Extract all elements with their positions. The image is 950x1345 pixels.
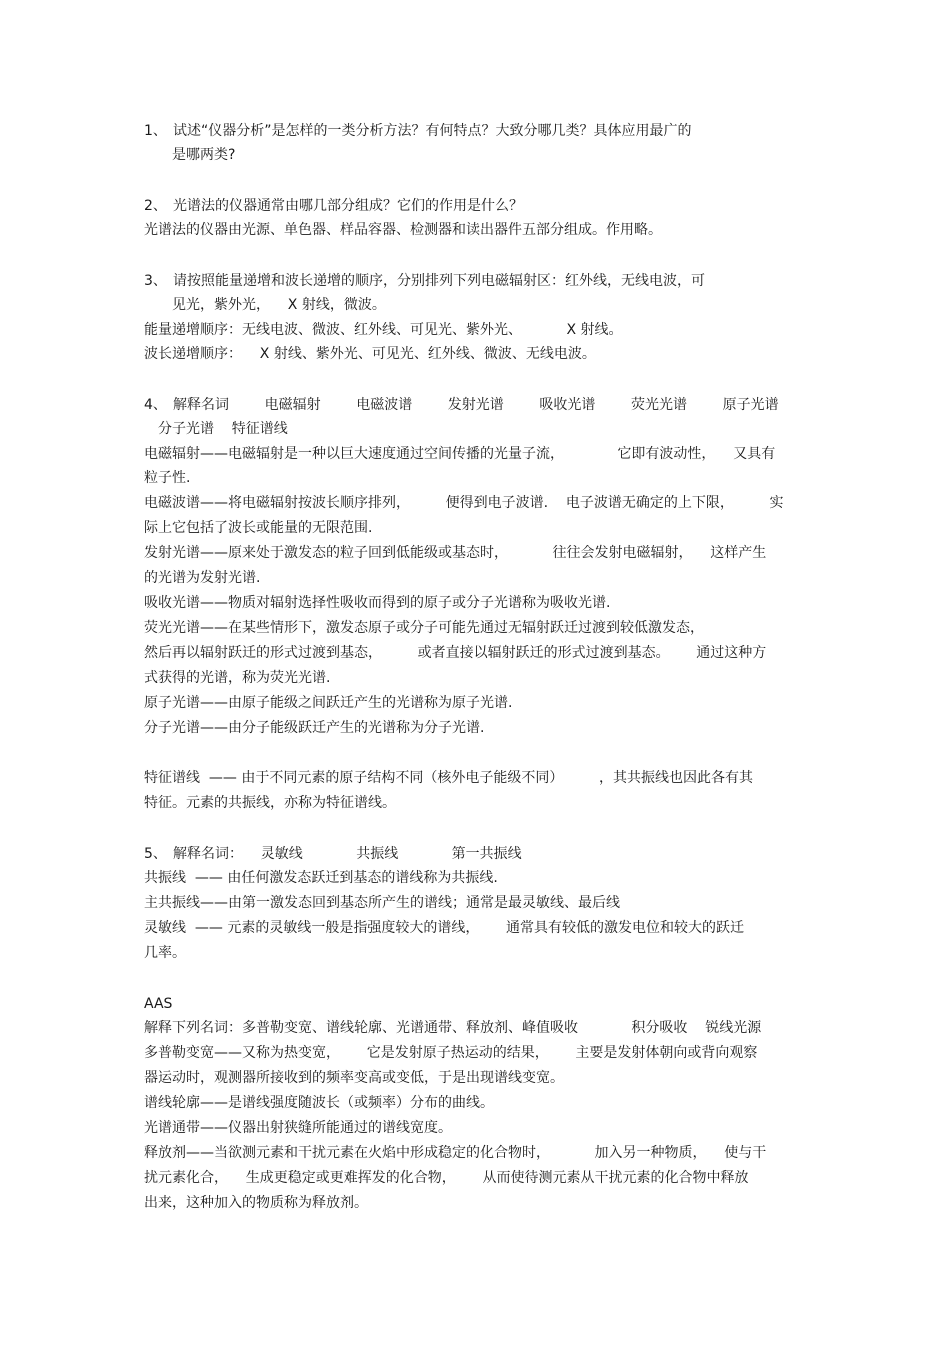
answer-3-energy: 能量递增顺序：无线电波、微波、红外线、可见光、紫外光、 X 射线。 — [144, 322, 623, 338]
aas-line: 扰元素化合， 生成更稳定或更难挥发的化合物， 从而使待测元素从干扰元素的化合物中释放 — [144, 1170, 749, 1186]
question-text: 光谱法的仪器通常由哪几部分组成？它们的作用是什么？ — [173, 198, 523, 214]
question-number: 2、 — [144, 198, 167, 214]
answer-4-line: 原子光谱——由原子能级之间跃迁产生的光谱称为原子光谱. — [144, 695, 513, 711]
question-5 — [144, 845, 805, 863]
answer-4-line: 特征。元素的共振线，亦称为特征谱线。 — [144, 795, 396, 811]
answer-4-line: 粒子性. — [144, 470, 191, 486]
question-text: 试述“仪器分析”是怎样的一类分析方法？有何特点？大致分哪几类？具体应用最广的 — [173, 123, 692, 139]
aas-line: 释放剂——当欲测元素和干扰元素在火焰中形成稳定的化合物时， 加入另一种物质， 使与干 — [144, 1145, 767, 1161]
question-3 — [144, 272, 805, 290]
section-heading-aas: AAS — [144, 996, 173, 1012]
answer-5-line: 共振线 —— 由任何激发态跃迁到基态的谱线称为共振线. — [144, 870, 498, 886]
question-4-cont: 分子光谱 特征谱线 — [158, 421, 288, 437]
aas-line: 谱线轮廓——是谱线强度随波长（或频率）分布的曲线。 — [144, 1095, 494, 1111]
answer-4-line: 电磁波谱——将电磁辐射按波长顺序排列， 便得到电子波谱. 电子波谱无确定的上下限， 实 — [144, 495, 784, 511]
question-number: 3、 — [144, 273, 167, 289]
question-4 — [144, 396, 805, 414]
question-3-cont: 见光，紫外光， X 射线，微波。 — [172, 297, 386, 313]
answer-3-wavelength: 波长递增顺序： X 射线、紫外光、可见光、红外线、微波、无线电波。 — [144, 346, 596, 362]
aas-line: 多普勒变宽——又称为热变宽， 它是发射原子热运动的结果， 主要是发射体朝向或背向观察 — [144, 1045, 758, 1061]
question-number: 5、 — [144, 846, 167, 862]
answer-4-line: 电磁辐射——电磁辐射是一种以巨大速度通过空间传播的光量子流， 它即有波动性， 又具有 — [144, 446, 776, 462]
question-number: 4、 — [144, 397, 167, 413]
question-text: 解释名词 电磁辐射 电磁波谱 发射光谱 吸收光谱 荧光光谱 原子光谱 — [173, 397, 779, 413]
answer-4-line: 然后再以辐射跃迁的形式过渡到基态， 或者直接以辐射跃迁的形式过渡到基态。 通过这种方 — [144, 645, 767, 661]
answer-5-line: 灵敏线 —— 元素的灵敏线一般是指强度较大的谱线， 通常具有较低的激发电位和较大的跃迁 — [144, 920, 745, 936]
question-1 — [144, 122, 805, 140]
answer-4-line: 吸收光谱——物质对辐射选择性吸收而得到的原子或分子光谱称为吸收光谱. — [144, 595, 611, 611]
question-text: 请按照能量递增和波长递增的顺序，分别排列下列电磁辐射区：红外线，无线电波，可 — [173, 273, 705, 289]
question-2 — [144, 197, 805, 215]
answer-4-line: 特征谱线 —— 由于不同元素的原子结构不同（核外电子能级不同） ，其共振线也因此各有其 — [144, 770, 753, 786]
aas-line: 光谱通带——仪器出射狭缝所能通过的谱线宽度。 — [144, 1120, 452, 1136]
question-number: 1、 — [144, 123, 167, 139]
aas-line: 器运动时，观测器所接收到的频率变高或变低，于是出现谱线变宽。 — [144, 1070, 564, 1086]
answer-4-line: 发射光谱——原来处于激发态的粒子回到低能级或基态时， 往往会发射电磁辐射， 这样产生 — [144, 545, 767, 561]
answer-4-line: 荧光光谱——在某些情形下，激发态原子或分子可能先通过无辐射跃迁过渡到较低激发态， — [144, 620, 704, 636]
answer-5-line: 主共振线——由第一激发态回到基态所产生的谱线；通常是最灵敏线、最后线 — [144, 895, 620, 911]
answer-4-line: 的光谱为发射光谱. — [144, 570, 261, 586]
question-text: 解释名词： 灵敏线 共振线 第一共振线 — [173, 846, 522, 862]
question-1-cont: 是哪两类? — [172, 147, 236, 163]
answer-4-line: 际上它包括了波长或能量的无限范围. — [144, 520, 373, 536]
aas-line: 出来，这种加入的物质称为释放剂。 — [144, 1195, 368, 1211]
answer-4-line: 分子光谱——由分子能级跃迁产生的光谱称为分子光谱. — [144, 720, 485, 736]
aas-line: 解释下列名词：多普勒变宽、谱线轮廓、光谱通带、释放剂、峰值吸收 积分吸收 锐线光源 — [144, 1020, 762, 1036]
answer-4-line: 式获得的光谱，称为荧光光谱. — [144, 670, 331, 686]
answer-5-line: 几率。 — [144, 945, 186, 961]
answer-2: 光谱法的仪器由光源、单色器、样品容器、检测器和读出器件五部分组成。作用略。 — [144, 222, 662, 238]
